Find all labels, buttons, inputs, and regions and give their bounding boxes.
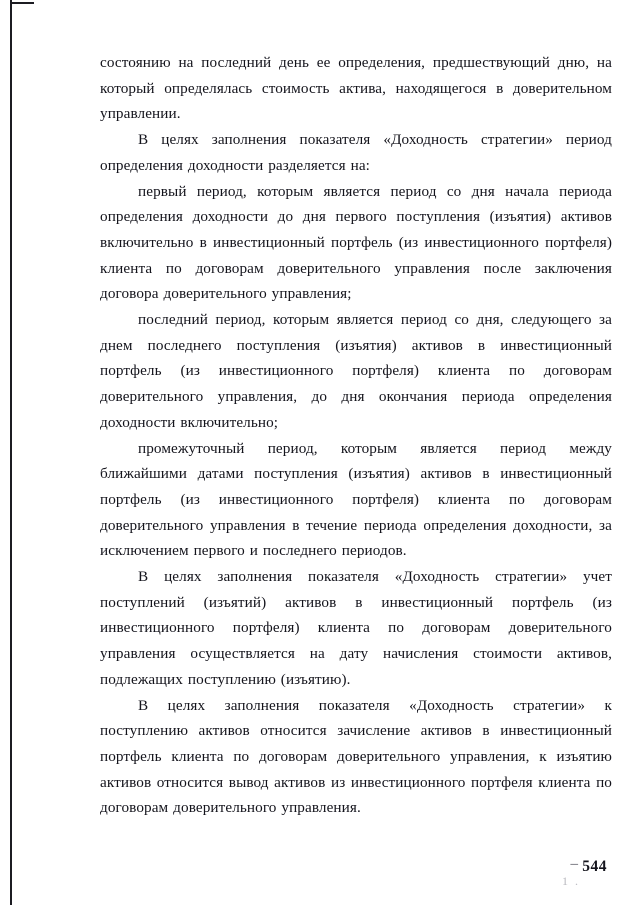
paragraph: В целях заполнения показателя «Доходность стратегии» период определения доходности разделяется на:: [100, 131, 612, 174]
paragraph: промежуточный период, которым является период между ближайшими датами поступления (изъятия) активов в инвестиционный портфель (из инвестиционного портфеля) клиента по договорам доверительного управления в течение периода определения доходности, за исключением первого и последнего периодов.: [100, 439, 612, 560]
page-number: 544: [582, 858, 607, 875]
paragraph: В целях заполнения показателя «Доходность стратегии» к поступлению активов относится зачисление активов в инвестиционный портфель клиента по договорам доверительного управления, к изъятию активов относится вывод активов из инвестиционного портфеля клиента по договорам доверительного управления.: [100, 696, 612, 817]
scan-border-left: [10, 0, 12, 905]
scan-border-top: [10, 2, 34, 4]
document-text-block: [100, 50, 612, 821]
scan-noise-mark: 1 .: [562, 874, 580, 888]
paragraph: состоянию на последний день ее определения, предшествующий дню, на который определялась стоимость актива, находящегося в доверительном управлении.: [100, 54, 612, 123]
paragraph: В целях заполнения показателя «Доходность стратегии» учет поступлений (изъятий) активов в инвестиционный портфель (из инвестиционного портфеля) клиента по договорам доверительного управления осуществляется на дату начисления стоимости активов, подлежащих поступлению (изъятию).: [100, 568, 612, 688]
page-number-dash: –: [570, 856, 578, 872]
paragraph: первый период, которым является период со дня начала периода определения доходности до дня первого поступления (изъятия) активов включительно в инвестиционный портфель (из инвестиционного портфеля) клиента по договорам доверительного управления после заключения договора доверительного управления;: [100, 182, 612, 303]
paragraph: последний период, которым является период со дня, следующего за днем последнего поступления (изъятия) активов в инвестиционный портфель (из инвестиционного портфеля) клиента по договорам доверительного управления, до дня окончания периода определения доходности включительно;: [100, 311, 612, 431]
